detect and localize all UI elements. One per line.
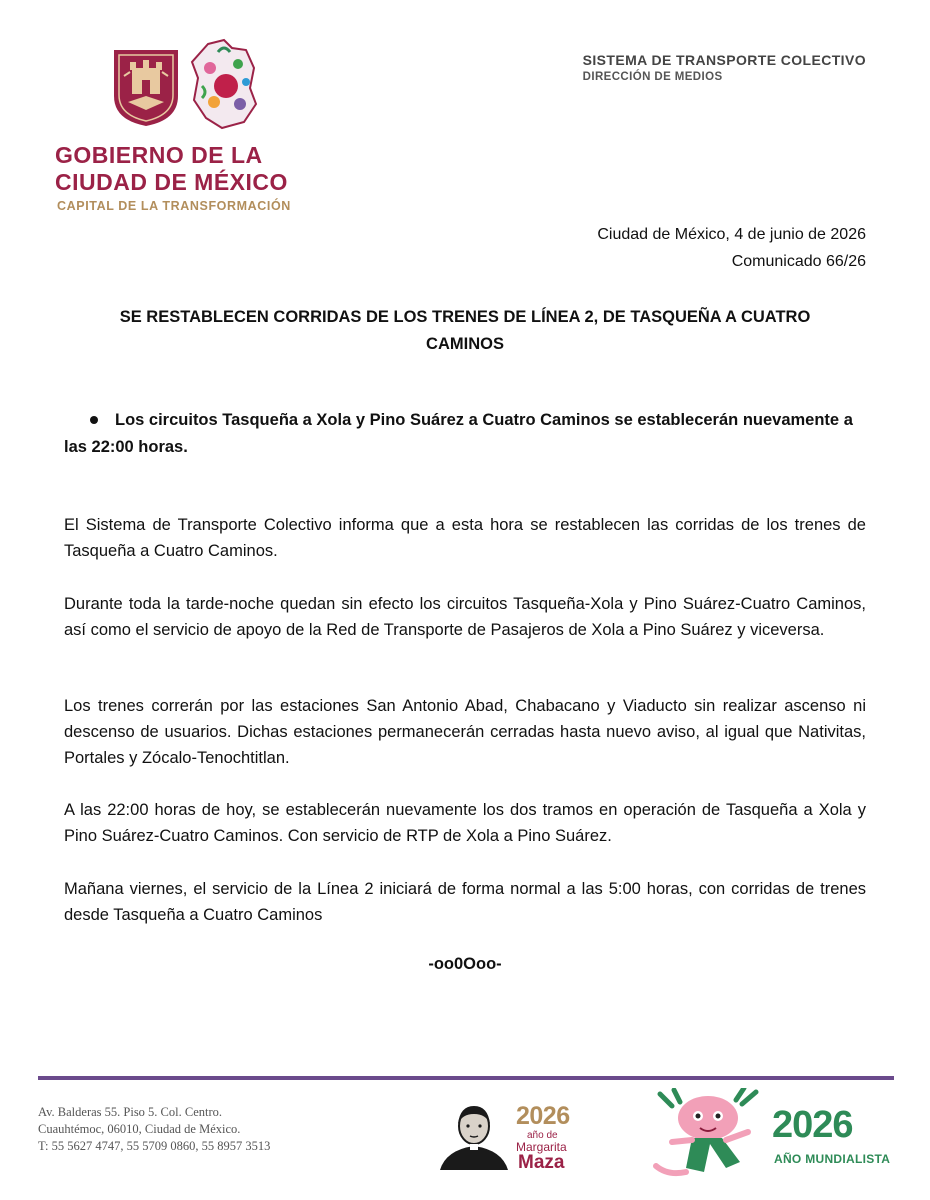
address-line: Cuauhtémoc, 06010, Ciudad de México. <box>38 1122 241 1136</box>
maza-subtitle: año de <box>527 1130 558 1141</box>
margarita-maza-logo <box>436 1100 586 1176</box>
world-cup-year-logo <box>652 1088 897 1178</box>
body-paragraph: A las 22:00 horas de hoy, se establecerán nuevamente los dos tramos en operación de Tasqueña a Xola y Pino Suárez-Cuatro Caminos. Con servicio de RTP de Xola a Pino Suárez. <box>64 801 866 845</box>
footer-address <box>38 1104 270 1155</box>
communique-number: Comunicado 66/26 <box>731 253 866 270</box>
bullet-text: Los circuitos Tasqueña a Xola y Pino Suárez a Cuatro Caminos se establecerán nuevamente a las 22:00 horas. <box>64 411 853 456</box>
address-line: Av. Balderas 55. Piso 5. Col. Centro. <box>38 1105 223 1119</box>
bullet-dot-icon <box>90 416 98 424</box>
agency-name: SISTEMA DE TRANSPORTE COLECTIVO <box>582 52 866 68</box>
date-line: Ciudad de México, 4 de junio de 2026 <box>597 226 866 243</box>
government-name-line2: CIUDAD DE MÉXICO <box>55 169 288 195</box>
highlight-bullet <box>64 407 864 461</box>
headline: SE RESTABLECEN CORRIDAS DE LOS TRENES DE LÍNEA 2, DE TASQUEÑA A CUATRO CAMINOS <box>119 308 811 353</box>
maza-last-name: Maza <box>518 1152 565 1173</box>
closing-mark: -oo0Ooo- <box>428 955 502 973</box>
agency-block <box>583 52 866 83</box>
government-name-line1: GOBIERNO DE LA <box>55 142 263 168</box>
maza-year: 2026 <box>516 1102 570 1130</box>
phone-line: T: 55 5627 4747, 55 5709 0860, 55 8957 3513 <box>38 1139 271 1153</box>
world-cup-label: AÑO MUNDIALISTA <box>774 1152 891 1166</box>
body-paragraph: Mañana viernes, el servicio de la Línea 2 iniciará de forma normal a las 5:00 horas, con corridas de trenes desde Tasqueña a Cuatro Caminos <box>64 880 866 924</box>
world-cup-year: 2026 <box>772 1104 853 1146</box>
government-logo <box>55 38 317 218</box>
footer-divider <box>38 1076 894 1080</box>
agency-department: DIRECCIÓN DE MEDIOS <box>582 71 723 83</box>
margarita-maza-portrait-icon <box>436 1100 512 1172</box>
maza-first-name: Margarita <box>516 1140 567 1154</box>
government-tagline: CAPITAL DE LA TRANSFORMACIÓN <box>57 199 291 213</box>
body-paragraph: El Sistema de Transporte Colectivo informa que a esta hora se restablecen las corridas de los trenes de Tasqueña a Cuatro Caminos. <box>64 516 866 560</box>
cdmx-map-icon <box>188 38 260 130</box>
axolotl-mascot-icon <box>652 1088 770 1178</box>
coat-of-arms-icon <box>110 46 182 128</box>
body-paragraph: Durante toda la tarde-noche quedan sin efecto los circuitos Tasqueña-Xola y Pino Suárez-Cuatro Caminos, así como el servicio de apoyo de la Red de Transporte de Pasajeros de Xola a Pino Suárez y viceversa. <box>64 595 866 639</box>
body-paragraph: Los trenes correrán por las estaciones San Antonio Abad, Chabacano y Viaducto sin realizar ascenso ni descenso de usuarios. Dichas estaciones permanecerán cerradas hasta nuevo aviso, al igual que Nativitas, Portales y Zócalo-Tenochtitlan. <box>64 697 866 767</box>
